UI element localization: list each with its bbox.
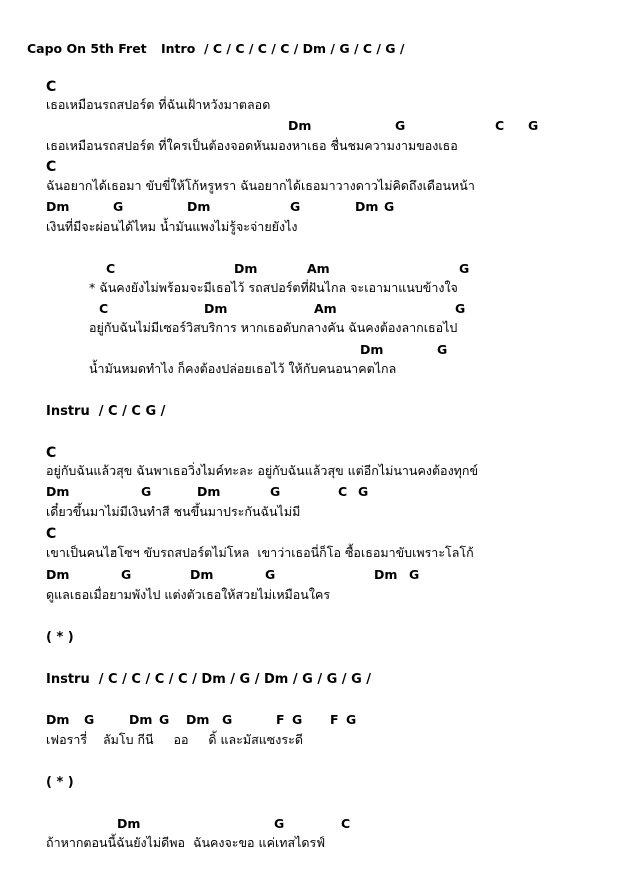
chord: C [106, 261, 116, 276]
lyric-line: ดูแลเธอเมื่อยามพังไป แต่งตัวเธอให้สวยไม่เหมือนใคร [46, 587, 331, 602]
chord: G [84, 712, 95, 727]
chord: Dm [360, 342, 384, 357]
chord: Dm [46, 199, 70, 214]
chord: C [495, 118, 505, 133]
chord: Am [307, 261, 330, 276]
chord: C [341, 816, 351, 831]
intro-line: Intro / C / C / C / C / Dm / G / C / G / [161, 41, 405, 56]
lyric-line: น้ำมันหมดทำไง ก็คงต้องปล่อยเธอไว้ ให้กับคนอนาคตไกล [89, 361, 397, 376]
lyric-line: ถ้าหากตอนนี้ฉันยังไม่ดีพอ ฉันคงจะขอ แค่เทสไดรฟ์ [46, 835, 326, 850]
chorus-repeat-mark: ( * ) [46, 630, 74, 645]
chord: C [46, 79, 57, 95]
lyric-line: เดี๋ยวขึ้นมาไม่มีเงินทำสี ชนขึ้นมาประกันฉันไม่มี [46, 504, 301, 519]
chord: G [437, 342, 448, 357]
chord: G [395, 118, 406, 133]
lyric-line: ฉันอยากได้เธอมา ขับขี่ให้โก้หรูหรา ฉันอยากได้เธอมาวางดาวไม่คิดถึงเดือนหน้า [46, 178, 475, 193]
chord: Dm [46, 567, 70, 582]
chord: G [455, 301, 466, 316]
chord: G [290, 199, 301, 214]
chord: G [528, 118, 539, 133]
chord: Dm [187, 199, 211, 214]
chord: Dm [117, 816, 141, 831]
lyric-line: อยู่กับฉันไม่มีเซอร์วิสบริการ หากเธอดับกลางคัน ฉันคงต้องลากเธอไป [89, 320, 458, 335]
chord: Am [314, 301, 337, 316]
chord: G [159, 712, 170, 727]
lyric-line: เธอเหมือนรถสปอร์ต ที่ฉันเฝ้าหวังมาตลอด [46, 97, 271, 112]
chord: Dm [374, 567, 398, 582]
instrumental-line: Instru / C / C G / [46, 404, 166, 419]
chord: Dm [190, 567, 214, 582]
chord: G [459, 261, 470, 276]
chord: G [409, 567, 420, 582]
lyric-line: อยู่กับฉันแล้วสุข ฉันพาเธอวิ่งไมค์ทะละ อยู่กับฉันแล้วสุข แต่อีกไม่นานคงต้องทุกข์ [46, 463, 479, 478]
chorus-repeat-mark: ( * ) [46, 775, 74, 790]
chord: Dm [46, 484, 70, 499]
chord: C [338, 484, 348, 499]
chord: G [121, 567, 132, 582]
chord: G [141, 484, 152, 499]
chord: G [384, 199, 395, 214]
capo-note: Capo On 5th Fret [27, 41, 147, 56]
chord: F [276, 712, 285, 727]
chord: G [270, 484, 281, 499]
chord: C [46, 159, 57, 175]
chord: G [292, 712, 303, 727]
lyric-line: เงินที่มีจะผ่อนได้ไหม น้ำมันแพงไม่รู้จะจ่ายยังไง [46, 219, 298, 234]
chord: Dm [234, 261, 258, 276]
chord: Dm [186, 712, 210, 727]
chord: G [274, 816, 285, 831]
chord: G [265, 567, 276, 582]
chord: Dm [355, 199, 379, 214]
chord: Dm [288, 118, 312, 133]
chord: C [46, 526, 57, 542]
chord: C [46, 445, 57, 461]
chord: Dm [129, 712, 153, 727]
lyric-line: เฟอรารี่ ลัมโบ กีนี ออ ดิ้ และมัสแซงระดี [46, 732, 303, 747]
lyric-line: เธอเหมือนรถสปอร์ต ที่ใครเป็นต้องจอดหันมองหาเธอ ชื่นชมความงามของเธอ [46, 138, 458, 153]
chord: G [113, 199, 124, 214]
chord: G [222, 712, 233, 727]
chord: Dm [46, 712, 70, 727]
chord: Dm [204, 301, 228, 316]
chord: F [330, 712, 339, 727]
chord: C [99, 301, 109, 316]
chord: G [358, 484, 369, 499]
lyric-line: * ฉันคงยังไม่พร้อมจะมีเธอไว้ รถสปอร์ตที่ฝันไกล จะเอามาแนบข้างใจ [89, 280, 458, 295]
lyric-line: เขาเป็นคนไฮโซฯ ขับรถสปอร์ตไม่โหล เขาว่าเธอนี่ก็โอ ซื้อเธอมาขับเพราะโลโก้ [46, 545, 474, 560]
chord: Dm [197, 484, 221, 499]
instrumental-line: Instru / C / C / C / C / Dm / G / Dm / G / G / G / [46, 672, 372, 687]
chord: G [346, 712, 357, 727]
